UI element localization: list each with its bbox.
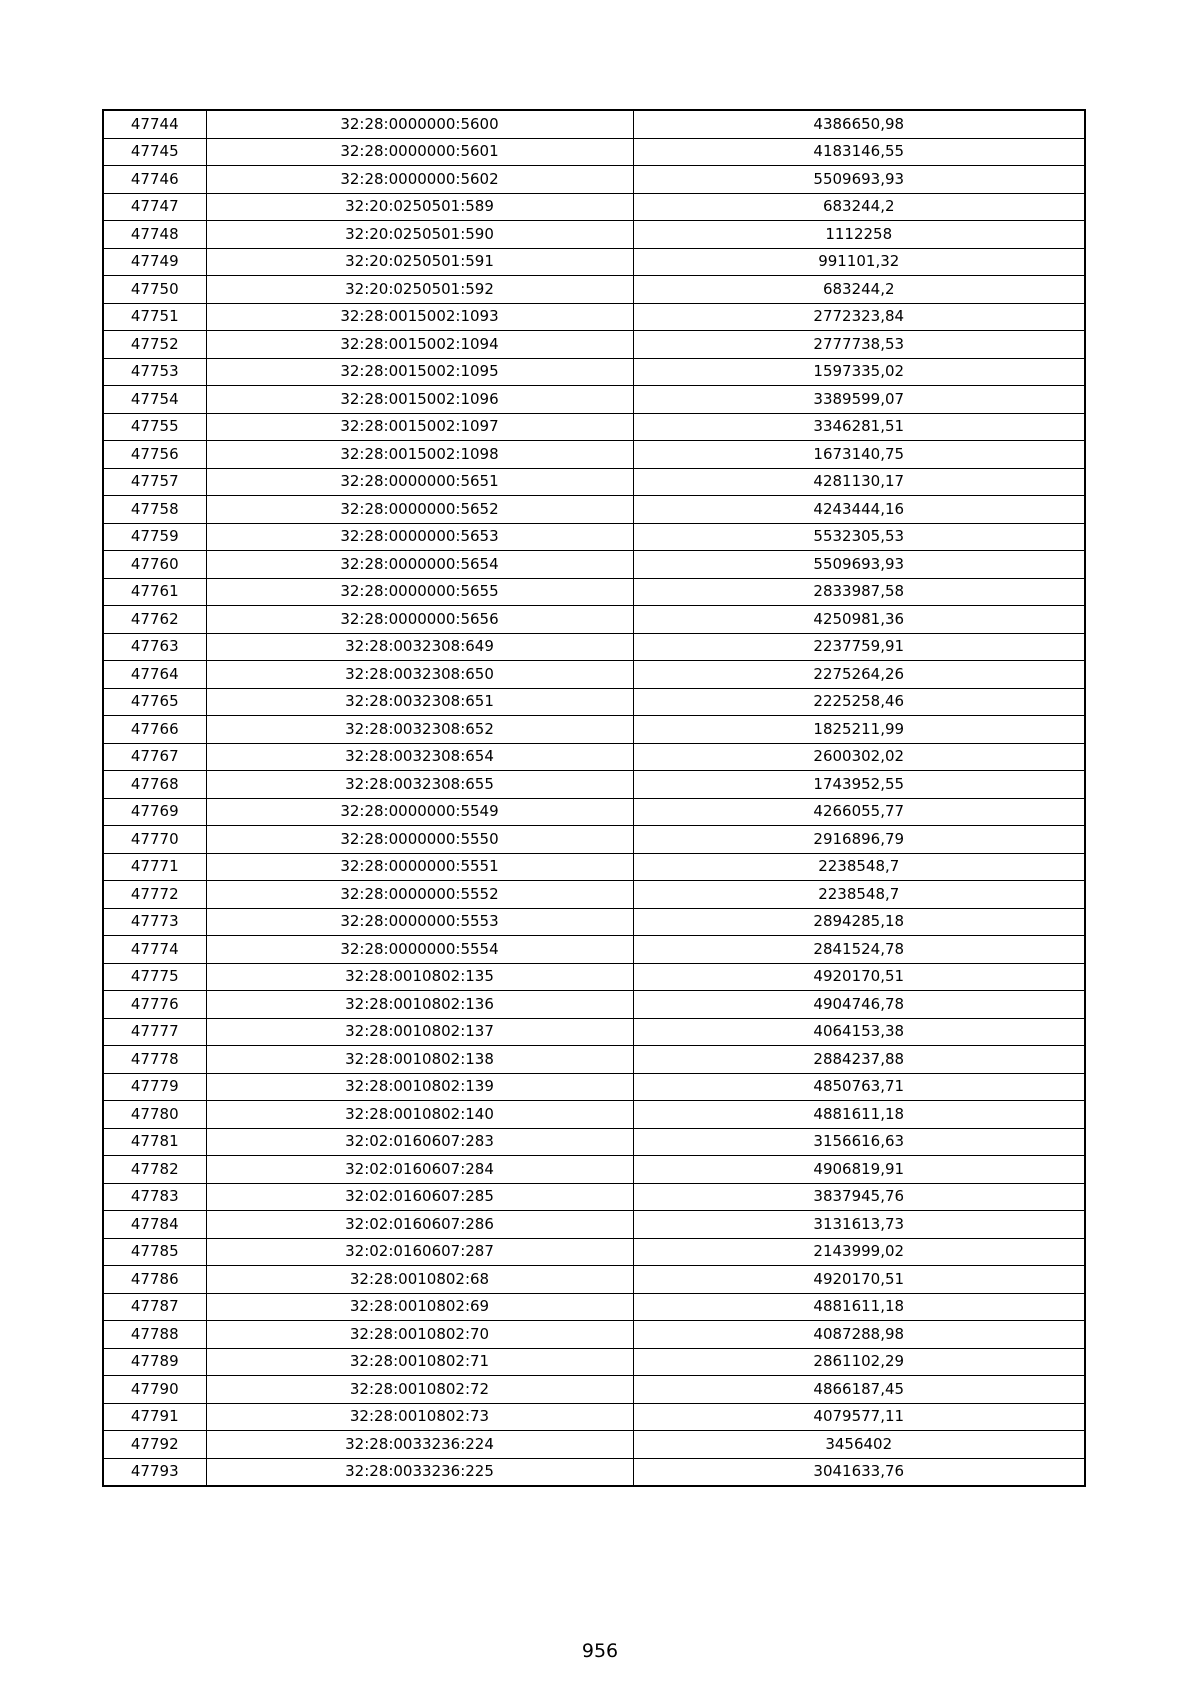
table-row [103,1211,1085,1239]
row-number-cell: 47786 [103,1266,206,1294]
cadastral-value-cell: 4920170,51 [633,963,1085,991]
cadastral-value-cell: 4881611,18 [633,1101,1085,1129]
row-number-cell: 47791 [103,1403,206,1431]
cadastral-number-cell: 32:20:0250501:589 [206,193,633,221]
row-number-cell: 47788 [103,1321,206,1349]
cadastral-value-cell: 3131613,73 [633,1211,1085,1239]
table-row [103,523,1085,551]
row-number-cell: 47778 [103,1046,206,1074]
row-number-cell: 47748 [103,221,206,249]
row-number-cell: 47766 [103,716,206,744]
cadastral-value-cell: 2238548,7 [633,853,1085,881]
cadastral-number-cell: 32:28:0000000:5651 [206,468,633,496]
cadastral-number-cell: 32:28:0000000:5655 [206,578,633,606]
cadastral-value-cell: 2225258,46 [633,688,1085,716]
table-row [103,688,1085,716]
table-row [103,221,1085,249]
row-number-cell: 47784 [103,1211,206,1239]
cadastral-number-cell: 32:28:0032308:655 [206,771,633,799]
table-row [103,1018,1085,1046]
cadastral-value-cell: 683244,2 [633,276,1085,304]
cadastral-value-cell: 4386650,98 [633,110,1085,138]
table-row [103,551,1085,579]
cadastral-value-cell: 2238548,7 [633,881,1085,909]
row-number-cell: 47744 [103,110,206,138]
cadastral-number-cell: 32:28:0032308:651 [206,688,633,716]
cadastral-value-cell: 4281130,17 [633,468,1085,496]
cadastral-value-cell: 3041633,76 [633,1458,1085,1486]
table-row [103,908,1085,936]
table-row [103,1458,1085,1486]
cadastral-number-cell: 32:02:0160607:286 [206,1211,633,1239]
cadastral-value-cell: 4079577,11 [633,1403,1085,1431]
table-row [103,1101,1085,1129]
cadastral-value-cell: 1743952,55 [633,771,1085,799]
row-number-cell: 47793 [103,1458,206,1486]
cadastral-number-cell: 32:28:0010802:71 [206,1348,633,1376]
cadastral-number-cell: 32:28:0032308:649 [206,633,633,661]
table-row [103,386,1085,414]
cadastral-number-cell: 32:20:0250501:591 [206,248,633,276]
row-number-cell: 47746 [103,166,206,194]
table-row [103,331,1085,359]
cadastral-value-cell: 4906819,91 [633,1156,1085,1184]
table-row [103,771,1085,799]
table-row [103,963,1085,991]
cadastral-number-cell: 32:02:0160607:285 [206,1183,633,1211]
row-number-cell: 47755 [103,413,206,441]
cadastral-value-cell: 2275264,26 [633,661,1085,689]
cadastral-value-cell: 5509693,93 [633,166,1085,194]
cadastral-value-cell: 2600302,02 [633,743,1085,771]
table-row [103,1348,1085,1376]
row-number-cell: 47751 [103,303,206,331]
table-row [103,606,1085,634]
cadastral-value-cell: 2861102,29 [633,1348,1085,1376]
table-row [103,1128,1085,1156]
table-row [103,936,1085,964]
table-row [103,1376,1085,1404]
row-number-cell: 47782 [103,1156,206,1184]
cadastral-value-cell: 683244,2 [633,193,1085,221]
table-row [103,798,1085,826]
row-number-cell: 47781 [103,1128,206,1156]
cadastral-value-cell: 4904746,78 [633,991,1085,1019]
cadastral-value-cell: 4920170,51 [633,1266,1085,1294]
cadastral-number-cell: 32:28:0000000:5654 [206,551,633,579]
row-number-cell: 47792 [103,1431,206,1459]
table-row [103,826,1085,854]
cadastral-value-cell: 1112258 [633,221,1085,249]
table-row [103,166,1085,194]
cadastral-number-cell: 32:28:0015002:1097 [206,413,633,441]
cadastral-value-cell: 4183146,55 [633,138,1085,166]
cadastral-value-cell: 2777738,53 [633,331,1085,359]
cadastral-number-cell: 32:28:0015002:1098 [206,441,633,469]
cadastral-number-cell: 32:02:0160607:283 [206,1128,633,1156]
cadastral-value-cell: 2841524,78 [633,936,1085,964]
cadastral-number-cell: 32:20:0250501:590 [206,221,633,249]
row-number-cell: 47768 [103,771,206,799]
row-number-cell: 47767 [103,743,206,771]
row-number-cell: 47769 [103,798,206,826]
cadastral-value-cell: 4881611,18 [633,1293,1085,1321]
row-number-cell: 47747 [103,193,206,221]
table-row [103,1238,1085,1266]
cadastral-value-cell: 2916896,79 [633,826,1085,854]
cadastral-number-cell: 32:28:0010802:137 [206,1018,633,1046]
row-number-cell: 47780 [103,1101,206,1129]
row-number-cell: 47760 [103,551,206,579]
cadastral-number-cell: 32:28:0033236:225 [206,1458,633,1486]
cadastral-value-cell: 4243444,16 [633,496,1085,524]
row-number-cell: 47772 [103,881,206,909]
table-row [103,468,1085,496]
table-row [103,1183,1085,1211]
cadastral-number-cell: 32:28:0010802:140 [206,1101,633,1129]
cadastral-number-cell: 32:28:0000000:5652 [206,496,633,524]
row-number-cell: 47787 [103,1293,206,1321]
row-number-cell: 47758 [103,496,206,524]
row-number-cell: 47783 [103,1183,206,1211]
cadastral-number-cell: 32:28:0010802:138 [206,1046,633,1074]
cadastral-number-cell: 32:28:0000000:5549 [206,798,633,826]
table-body [103,110,1085,1486]
table-row [103,1266,1085,1294]
table-row [103,1156,1085,1184]
cadastral-value-cell: 4064153,38 [633,1018,1085,1046]
cadastral-number-cell: 32:28:0000000:5552 [206,881,633,909]
row-number-cell: 47750 [103,276,206,304]
row-number-cell: 47764 [103,661,206,689]
table-row [103,1403,1085,1431]
table-row [103,881,1085,909]
cadastral-number-cell: 32:28:0010802:73 [206,1403,633,1431]
cadastral-value-cell: 991101,32 [633,248,1085,276]
table-row [103,276,1085,304]
table-row [103,358,1085,386]
table-row [103,1321,1085,1349]
cadastral-number-cell: 32:28:0010802:68 [206,1266,633,1294]
cadastral-number-cell: 32:28:0000000:5653 [206,523,633,551]
row-number-cell: 47790 [103,1376,206,1404]
row-number-cell: 47789 [103,1348,206,1376]
cadastral-number-cell: 32:28:0032308:650 [206,661,633,689]
table-row [103,193,1085,221]
cadastral-value-cell: 2237759,91 [633,633,1085,661]
cadastral-value-cell: 1825211,99 [633,716,1085,744]
cadastral-value-cell: 2772323,84 [633,303,1085,331]
row-number-cell: 47774 [103,936,206,964]
cadastral-value-cell: 5509693,93 [633,551,1085,579]
cadastral-number-cell: 32:28:0010802:69 [206,1293,633,1321]
table-row [103,991,1085,1019]
cadastral-number-cell: 32:28:0015002:1095 [206,358,633,386]
cadastral-number-cell: 32:28:0000000:5602 [206,166,633,194]
cadastral-value-cell: 4250981,36 [633,606,1085,634]
cadastral-value-cell: 2894285,18 [633,908,1085,936]
table-row [103,110,1085,138]
cadastral-value-cell: 3389599,07 [633,386,1085,414]
row-number-cell: 47757 [103,468,206,496]
table-row [103,1431,1085,1459]
row-number-cell: 47785 [103,1238,206,1266]
table-row [103,138,1085,166]
cadastral-value-cell: 3156616,63 [633,1128,1085,1156]
table-row [103,496,1085,524]
cadastral-number-cell: 32:28:0015002:1096 [206,386,633,414]
cadastral-number-cell: 32:28:0033236:224 [206,1431,633,1459]
table-row [103,441,1085,469]
row-number-cell: 47775 [103,963,206,991]
cadastral-value-cell: 2884237,88 [633,1046,1085,1074]
row-number-cell: 47776 [103,991,206,1019]
cadastral-value-cell: 4850763,71 [633,1073,1085,1101]
cadastral-number-cell: 32:28:0010802:70 [206,1321,633,1349]
cadastral-number-cell: 32:20:0250501:592 [206,276,633,304]
row-number-cell: 47752 [103,331,206,359]
table-row [103,853,1085,881]
cadastral-value-cell: 1597335,02 [633,358,1085,386]
cadastral-number-cell: 32:28:0000000:5601 [206,138,633,166]
cadastral-value-cell: 5532305,53 [633,523,1085,551]
table-row [103,716,1085,744]
row-number-cell: 47777 [103,1018,206,1046]
row-number-cell: 47753 [103,358,206,386]
cadastral-number-cell: 32:28:0000000:5600 [206,110,633,138]
table-row [103,413,1085,441]
page-number: 956 [581,1640,619,1662]
cadastral-number-cell: 32:02:0160607:287 [206,1238,633,1266]
cadastral-value-cell: 4866187,45 [633,1376,1085,1404]
row-number-cell: 47765 [103,688,206,716]
cadastral-number-cell: 32:28:0010802:72 [206,1376,633,1404]
table-row [103,1293,1085,1321]
cadastral-value-table [102,109,1086,1487]
cadastral-value-cell: 3456402 [633,1431,1085,1459]
row-number-cell: 47745 [103,138,206,166]
table-row [103,743,1085,771]
cadastral-value-cell: 3837945,76 [633,1183,1085,1211]
cadastral-number-cell: 32:28:0000000:5550 [206,826,633,854]
cadastral-number-cell: 32:28:0015002:1093 [206,303,633,331]
cadastral-number-cell: 32:28:0000000:5551 [206,853,633,881]
cadastral-value-cell: 3346281,51 [633,413,1085,441]
row-number-cell: 47756 [103,441,206,469]
cadastral-number-cell: 32:28:0032308:652 [206,716,633,744]
cadastral-number-cell: 32:28:0015002:1094 [206,331,633,359]
table-row [103,578,1085,606]
cadastral-value-cell: 4087288,98 [633,1321,1085,1349]
table-row [103,303,1085,331]
row-number-cell: 47770 [103,826,206,854]
cadastral-number-cell: 32:28:0010802:139 [206,1073,633,1101]
cadastral-number-cell: 32:28:0000000:5554 [206,936,633,964]
cadastral-value-cell: 2143999,02 [633,1238,1085,1266]
cadastral-number-cell: 32:28:0010802:135 [206,963,633,991]
row-number-cell: 47763 [103,633,206,661]
row-number-cell: 47762 [103,606,206,634]
cadastral-value-cell: 1673140,75 [633,441,1085,469]
table-row [103,248,1085,276]
cadastral-number-cell: 32:28:0000000:5656 [206,606,633,634]
row-number-cell: 47759 [103,523,206,551]
table-row [103,633,1085,661]
row-number-cell: 47761 [103,578,206,606]
table-row [103,1046,1085,1074]
cadastral-number-cell: 32:28:0032308:654 [206,743,633,771]
row-number-cell: 47754 [103,386,206,414]
row-number-cell: 47749 [103,248,206,276]
row-number-cell: 47779 [103,1073,206,1101]
table-row [103,661,1085,689]
cadastral-number-cell: 32:28:0000000:5553 [206,908,633,936]
row-number-cell: 47773 [103,908,206,936]
cadastral-number-cell: 32:28:0010802:136 [206,991,633,1019]
table-row [103,1073,1085,1101]
cadastral-value-cell: 2833987,58 [633,578,1085,606]
cadastral-value-cell: 4266055,77 [633,798,1085,826]
row-number-cell: 47771 [103,853,206,881]
cadastral-number-cell: 32:02:0160607:284 [206,1156,633,1184]
